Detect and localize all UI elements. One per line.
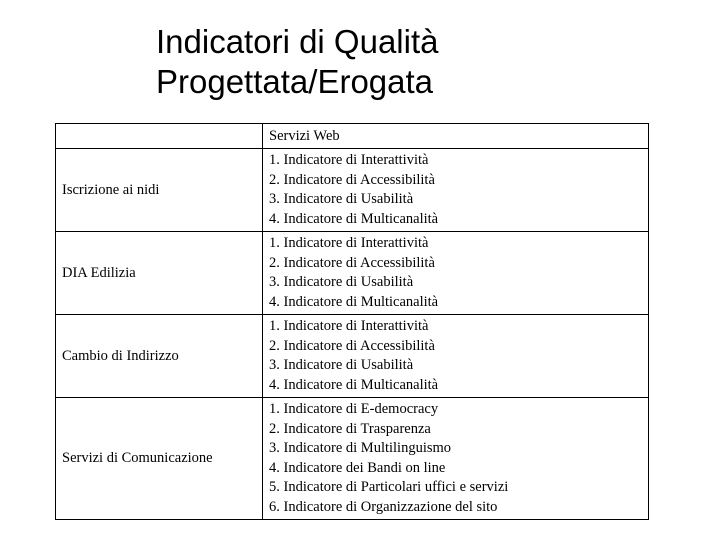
indicator-item: 4. Indicatore di Multicanalità: [269, 376, 439, 393]
row-indicators-list: [263, 232, 649, 315]
row-label-dia-edilizia: DIA Edilizia: [56, 232, 263, 315]
indicator-item: 1. Indicatore di E-democracy: [269, 401, 439, 417]
table-header-servizi-web: Servizi Web: [263, 124, 649, 149]
indicator-item: 3. Indicatore di Usabilità: [269, 191, 414, 207]
table-row: [56, 149, 649, 232]
row-label-iscrizione-nidi: Iscrizione ai nidi: [56, 149, 263, 232]
indicator-item: 4. Indicatore di Multicanalità: [269, 293, 439, 310]
row-indicators-list: [263, 398, 649, 520]
row-indicators-list: [263, 315, 649, 398]
indicator-item: 5. Indicatore di Particolari uffici e servizi: [269, 479, 509, 495]
indicator-item: 3. Indicatore di Usabilità: [269, 274, 414, 290]
indicator-item: 2. Indicatore di Accessibilità: [269, 337, 435, 354]
quality-indicators-table: [55, 123, 649, 520]
table-row: [56, 398, 649, 520]
row-indicators-list: [263, 149, 649, 232]
indicator-item: 1. Indicatore di Interattività: [269, 152, 429, 168]
slide-title: [156, 22, 438, 102]
indicator-item: 4. Indicatore di Multicanalità: [269, 210, 439, 227]
indicator-item: 3. Indicatore di Usabilità: [269, 357, 414, 373]
slide-title-line-1: Indicatori di Qualità: [156, 23, 439, 60]
row-label-cambio-indirizzo: Cambio di Indirizzo: [56, 315, 263, 398]
table-header-empty-cell: [56, 124, 263, 149]
indicator-item: 6. Indicatore di Organizzazione del sito: [269, 498, 498, 515]
table-header-row: [56, 124, 649, 149]
slide-title-line-2: Progettata/Erogata: [156, 63, 434, 100]
indicator-item: 4. Indicatore dei Bandi on line: [269, 459, 446, 476]
table-row: [56, 315, 649, 398]
table-row: [56, 232, 649, 315]
indicator-item: 2. Indicatore di Accessibilità: [269, 254, 435, 271]
indicator-item: 2. Indicatore di Trasparenza: [269, 420, 431, 437]
row-label-servizi-comunicazione: Servizi di Comunicazione: [56, 398, 263, 520]
indicator-item: 3. Indicatore di Multilinguismo: [269, 440, 452, 456]
indicator-item: 1. Indicatore di Interattività: [269, 318, 429, 334]
indicator-item: 1. Indicatore di Interattività: [269, 235, 429, 251]
indicator-item: 2. Indicatore di Accessibilità: [269, 171, 435, 188]
